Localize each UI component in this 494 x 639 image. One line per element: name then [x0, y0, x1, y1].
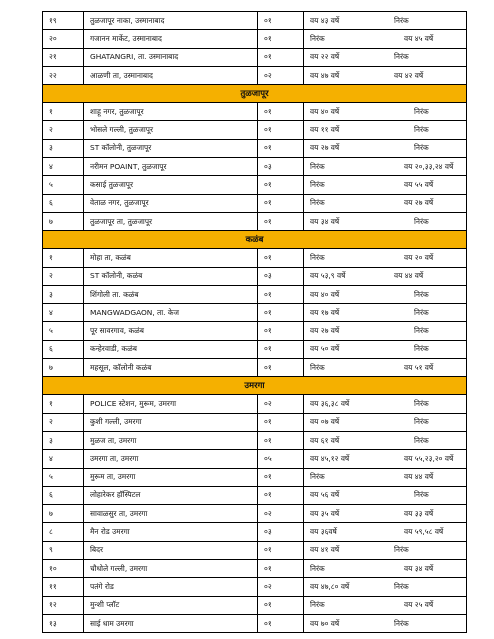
table-row	[42, 450, 467, 468]
case-count: ०१	[257, 121, 303, 138]
case-count: ०२	[257, 67, 303, 84]
age-male: वय ४३ वर्षे	[310, 15, 340, 25]
age-male: वय ४७ वर्षे	[310, 70, 340, 80]
serial-number: ६	[42, 487, 83, 504]
age-female: वय ५१ वर्षे	[404, 362, 434, 372]
serial-number: ११	[42, 578, 83, 595]
case-count: ०५	[257, 450, 303, 467]
serial-number: ७	[42, 505, 83, 522]
serial-number: १	[42, 395, 83, 412]
case-count: ०१	[257, 213, 303, 230]
age-details	[303, 286, 467, 303]
case-count: ०१	[257, 30, 303, 47]
table-row	[42, 140, 467, 158]
age-female: निरंक	[394, 581, 409, 591]
table-row	[42, 578, 467, 596]
age-female: निरंक	[394, 52, 409, 62]
age-female: निरंक	[414, 490, 429, 500]
age-male: वय ४० वर्षे	[310, 106, 340, 116]
age-details	[303, 121, 467, 138]
serial-number: १९	[42, 12, 83, 29]
case-count: ०३	[257, 158, 303, 175]
case-count: ०१	[257, 359, 303, 376]
location: मुन्शी प्लॉट	[83, 597, 257, 614]
age-female: निरंक	[394, 618, 409, 628]
age-details	[303, 49, 467, 66]
case-count: ०१	[257, 195, 303, 212]
age-male: निरंक	[310, 198, 325, 208]
age-male: निरंक	[310, 161, 325, 171]
location: मुळज ता, उमरगा	[83, 432, 257, 449]
age-male: वय ७० वर्षे	[310, 618, 340, 628]
age-female: वय ४४ वर्षे	[394, 271, 424, 281]
table-row	[42, 195, 467, 213]
age-male: वय ४५,१२ वर्षे	[310, 453, 350, 463]
age-male: वय ५० वर्षे	[310, 344, 340, 354]
location: पूर सावरगाव, कळंब	[83, 322, 257, 339]
table-row	[42, 542, 467, 560]
table-row	[42, 523, 467, 541]
age-details	[303, 30, 467, 47]
location: ST कॉलोनी, कळंब	[83, 268, 257, 285]
location: साई धाम उमरगा	[83, 615, 257, 632]
age-male: वय ०७ वर्षे	[310, 417, 340, 427]
location: सावाळसुर ता, उमरगा	[83, 505, 257, 522]
table-row	[42, 432, 467, 450]
case-count: ०२	[257, 395, 303, 412]
case-count: ०१	[257, 432, 303, 449]
location: बिदर	[83, 542, 257, 559]
serial-number: ५	[42, 322, 83, 339]
age-male: वय ११ वर्षे	[310, 125, 340, 135]
table-row	[42, 469, 467, 487]
serial-number: ७	[42, 359, 83, 376]
table-row	[42, 597, 467, 615]
section-header: उमरगा	[42, 377, 467, 395]
location: कन्हेरवाडी, कळंब	[83, 341, 257, 358]
age-details	[303, 469, 467, 486]
age-details	[303, 249, 467, 266]
table-row	[42, 487, 467, 505]
age-details	[303, 487, 467, 504]
age-female: निरंक	[414, 216, 429, 226]
age-details	[303, 268, 467, 285]
serial-number: २	[42, 121, 83, 138]
case-count: ०१	[257, 103, 303, 120]
age-male: निरंक	[310, 252, 325, 262]
serial-number: २	[42, 268, 83, 285]
age-details	[303, 304, 467, 321]
serial-number: ९	[42, 542, 83, 559]
location: आळणी ता, उस्मानाबाद	[83, 67, 257, 84]
table-row	[42, 103, 467, 121]
age-female: वय २५ वर्षे	[404, 600, 434, 610]
serial-number: ४	[42, 158, 83, 175]
age-male: वय ४७,८० वर्षे	[310, 581, 350, 591]
serial-number: २१	[42, 49, 83, 66]
age-male: वय ३६वर्षे	[310, 527, 337, 537]
table-row	[42, 67, 467, 85]
serial-number: ४	[42, 304, 83, 321]
age-female: वय ४५ वर्षे	[404, 33, 434, 43]
case-count: ०१	[257, 542, 303, 559]
table-row	[42, 49, 467, 67]
table-row	[42, 249, 467, 267]
age-male: निरंक	[310, 362, 325, 372]
age-female: निरंक	[394, 545, 409, 555]
serial-number: ८	[42, 523, 83, 540]
age-details	[303, 158, 467, 175]
age-female: निरंक	[414, 307, 429, 317]
table-row	[42, 30, 467, 48]
age-female: निरंक	[414, 289, 429, 299]
location: चौधोले गल्ली, उमरगा	[83, 560, 257, 577]
location: कुशी गल्ली, उमरगा	[83, 414, 257, 431]
age-details	[303, 450, 467, 467]
age-male: वय ४० वर्षे	[310, 289, 340, 299]
table-row	[42, 121, 467, 139]
case-count: ०१	[257, 615, 303, 632]
age-male: वय २७ वर्षे	[310, 143, 340, 153]
age-details	[303, 432, 467, 449]
section-header: कळंब	[42, 231, 467, 249]
age-female: वय ३४ वर्षे	[404, 563, 434, 573]
serial-number: ३	[42, 432, 83, 449]
serial-number: ६	[42, 341, 83, 358]
age-details	[303, 414, 467, 431]
table-row	[42, 176, 467, 194]
age-male: वय १७ वर्षे	[310, 307, 340, 317]
table-row	[42, 213, 467, 231]
case-count: ०१	[257, 12, 303, 29]
age-details	[303, 597, 467, 614]
case-count: ०३	[257, 523, 303, 540]
table-row	[42, 12, 467, 30]
serial-number: ३	[42, 140, 83, 157]
location: महसूल, कॉलोनी कळंब	[83, 359, 257, 376]
case-count: ०३	[257, 268, 303, 285]
age-male: वय ३५ वर्षे	[310, 508, 340, 518]
table-row	[42, 505, 467, 523]
location: भोसले गल्ली, तुळजापूर	[83, 121, 257, 138]
serial-number: १	[42, 249, 83, 266]
serial-number: ३	[42, 286, 83, 303]
location: गजानन मार्केट, उस्मानाबाद	[83, 30, 257, 47]
age-female: वय ५५,२३,२० वर्षे	[404, 453, 454, 463]
section-header: तुळजापूर	[42, 85, 467, 103]
table-row	[42, 286, 467, 304]
location: कसाई तुळजापूर	[83, 176, 257, 193]
location: पतंगे रोड	[83, 578, 257, 595]
case-count: ०१	[257, 414, 303, 431]
age-details	[303, 542, 467, 559]
age-male: वय २२ वर्षे	[310, 52, 340, 62]
age-female: वय २७ वर्षे	[404, 198, 434, 208]
serial-number: १०	[42, 560, 83, 577]
serial-number: १२	[42, 597, 83, 614]
table-row	[42, 615, 467, 633]
location: मोहा ता, कळंब	[83, 249, 257, 266]
location: मैन रोड उमरगा	[83, 523, 257, 540]
age-female: वय ५५ वर्षे	[404, 180, 434, 190]
age-details	[303, 195, 467, 212]
case-count: ०२	[257, 505, 303, 522]
age-female: निरंक	[394, 15, 409, 25]
age-female: निरंक	[414, 125, 429, 135]
serial-number: ५	[42, 176, 83, 193]
age-details	[303, 322, 467, 339]
age-details	[303, 67, 467, 84]
age-male: निरंक	[310, 563, 325, 573]
age-male: निरंक	[310, 180, 325, 190]
location: ST कॉलोनी, तुळजापूर	[83, 140, 257, 157]
age-male: निरंक	[310, 600, 325, 610]
age-female: वय ४४ वर्षे	[404, 472, 434, 482]
age-male: निरंक	[310, 33, 325, 43]
age-female: वय २० वर्षे	[404, 252, 434, 262]
location: MANGWADGAON, ता. केज	[83, 304, 257, 321]
serial-number: ५	[42, 469, 83, 486]
location: वेताळ नगर, तुळजापूर	[83, 195, 257, 212]
location: शिंगोली ता. कळंब	[83, 286, 257, 303]
location: मुरूम ता, उमरगा	[83, 469, 257, 486]
age-details	[303, 359, 467, 376]
serial-number: २२	[42, 67, 83, 84]
age-female: वय २०,३३,२४ वर्षे	[404, 161, 454, 171]
serial-number: ७	[42, 213, 83, 230]
age-details	[303, 505, 467, 522]
case-count: ०२	[257, 578, 303, 595]
location: तुळजापूर नाका, उस्मानाबाद	[83, 12, 257, 29]
age-male: वय २७ वर्षे	[310, 326, 340, 336]
age-details	[303, 341, 467, 358]
age-details	[303, 578, 467, 595]
serial-number: २	[42, 414, 83, 431]
age-male: वय ३६,३८ वर्षे	[310, 398, 350, 408]
age-details	[303, 523, 467, 540]
location: लोहारेकर हॉस्पिटल	[83, 487, 257, 504]
table-row	[42, 359, 467, 377]
serial-number: १३	[42, 615, 83, 632]
location: उमरगा ता, उमरगा	[83, 450, 257, 467]
table-row	[42, 395, 467, 413]
case-count: ०१	[257, 176, 303, 193]
age-female: निरंक	[414, 398, 429, 408]
table-row	[42, 158, 467, 176]
age-female: निरंक	[414, 435, 429, 445]
age-female: निरंक	[414, 344, 429, 354]
case-count: ०१	[257, 49, 303, 66]
age-details	[303, 395, 467, 412]
age-female: वय ४२ वर्षे	[394, 70, 424, 80]
age-details	[303, 12, 467, 29]
serial-number: १	[42, 103, 83, 120]
age-details	[303, 615, 467, 632]
table-row	[42, 322, 467, 340]
age-male: वय ५३,९ वर्षे	[310, 271, 346, 281]
age-details	[303, 176, 467, 193]
location: POLICE स्टेशन, मुरूम, उमरगा	[83, 395, 257, 412]
cases-table	[42, 11, 467, 633]
age-details	[303, 560, 467, 577]
serial-number: २०	[42, 30, 83, 47]
serial-number: ६	[42, 195, 83, 212]
serial-number: ४	[42, 450, 83, 467]
case-count: ०१	[257, 487, 303, 504]
age-details	[303, 213, 467, 230]
age-details	[303, 103, 467, 120]
table-row	[42, 414, 467, 432]
age-female: निरंक	[414, 417, 429, 427]
table-row	[42, 560, 467, 578]
location: GHATANGRI, ता. उस्मानाबाद	[83, 49, 257, 66]
case-count: ०१	[257, 322, 303, 339]
age-details	[303, 140, 467, 157]
age-female: वय ५९,५८ वर्षे	[404, 527, 444, 537]
age-female: निरंक	[414, 106, 429, 116]
case-count: ०१	[257, 249, 303, 266]
case-count: ०१	[257, 304, 303, 321]
location: नरीमन POAINT, तुळजापूर	[83, 158, 257, 175]
age-female: निरंक	[414, 326, 429, 336]
age-male: निरंक	[310, 472, 325, 482]
location: शाहू नगर, तुळजापूर	[83, 103, 257, 120]
table-row	[42, 304, 467, 322]
table-row	[42, 341, 467, 359]
age-female: वय ३३ वर्षे	[404, 508, 434, 518]
age-male: वय ४१ वर्षे	[310, 545, 340, 555]
age-male: वय ३४ वर्षे	[310, 216, 340, 226]
case-count: ०१	[257, 597, 303, 614]
age-male: वय ५६ वर्षे	[310, 490, 340, 500]
case-count: ०१	[257, 469, 303, 486]
case-count: ०१	[257, 286, 303, 303]
age-male: वय ६१ वर्षे	[310, 435, 340, 445]
case-count: ०१	[257, 341, 303, 358]
case-count: ०१	[257, 140, 303, 157]
table-row	[42, 268, 467, 286]
case-count: ०१	[257, 560, 303, 577]
age-female: निरंक	[414, 143, 429, 153]
location: तुळजापूर ता, तुळजापूर	[83, 213, 257, 230]
